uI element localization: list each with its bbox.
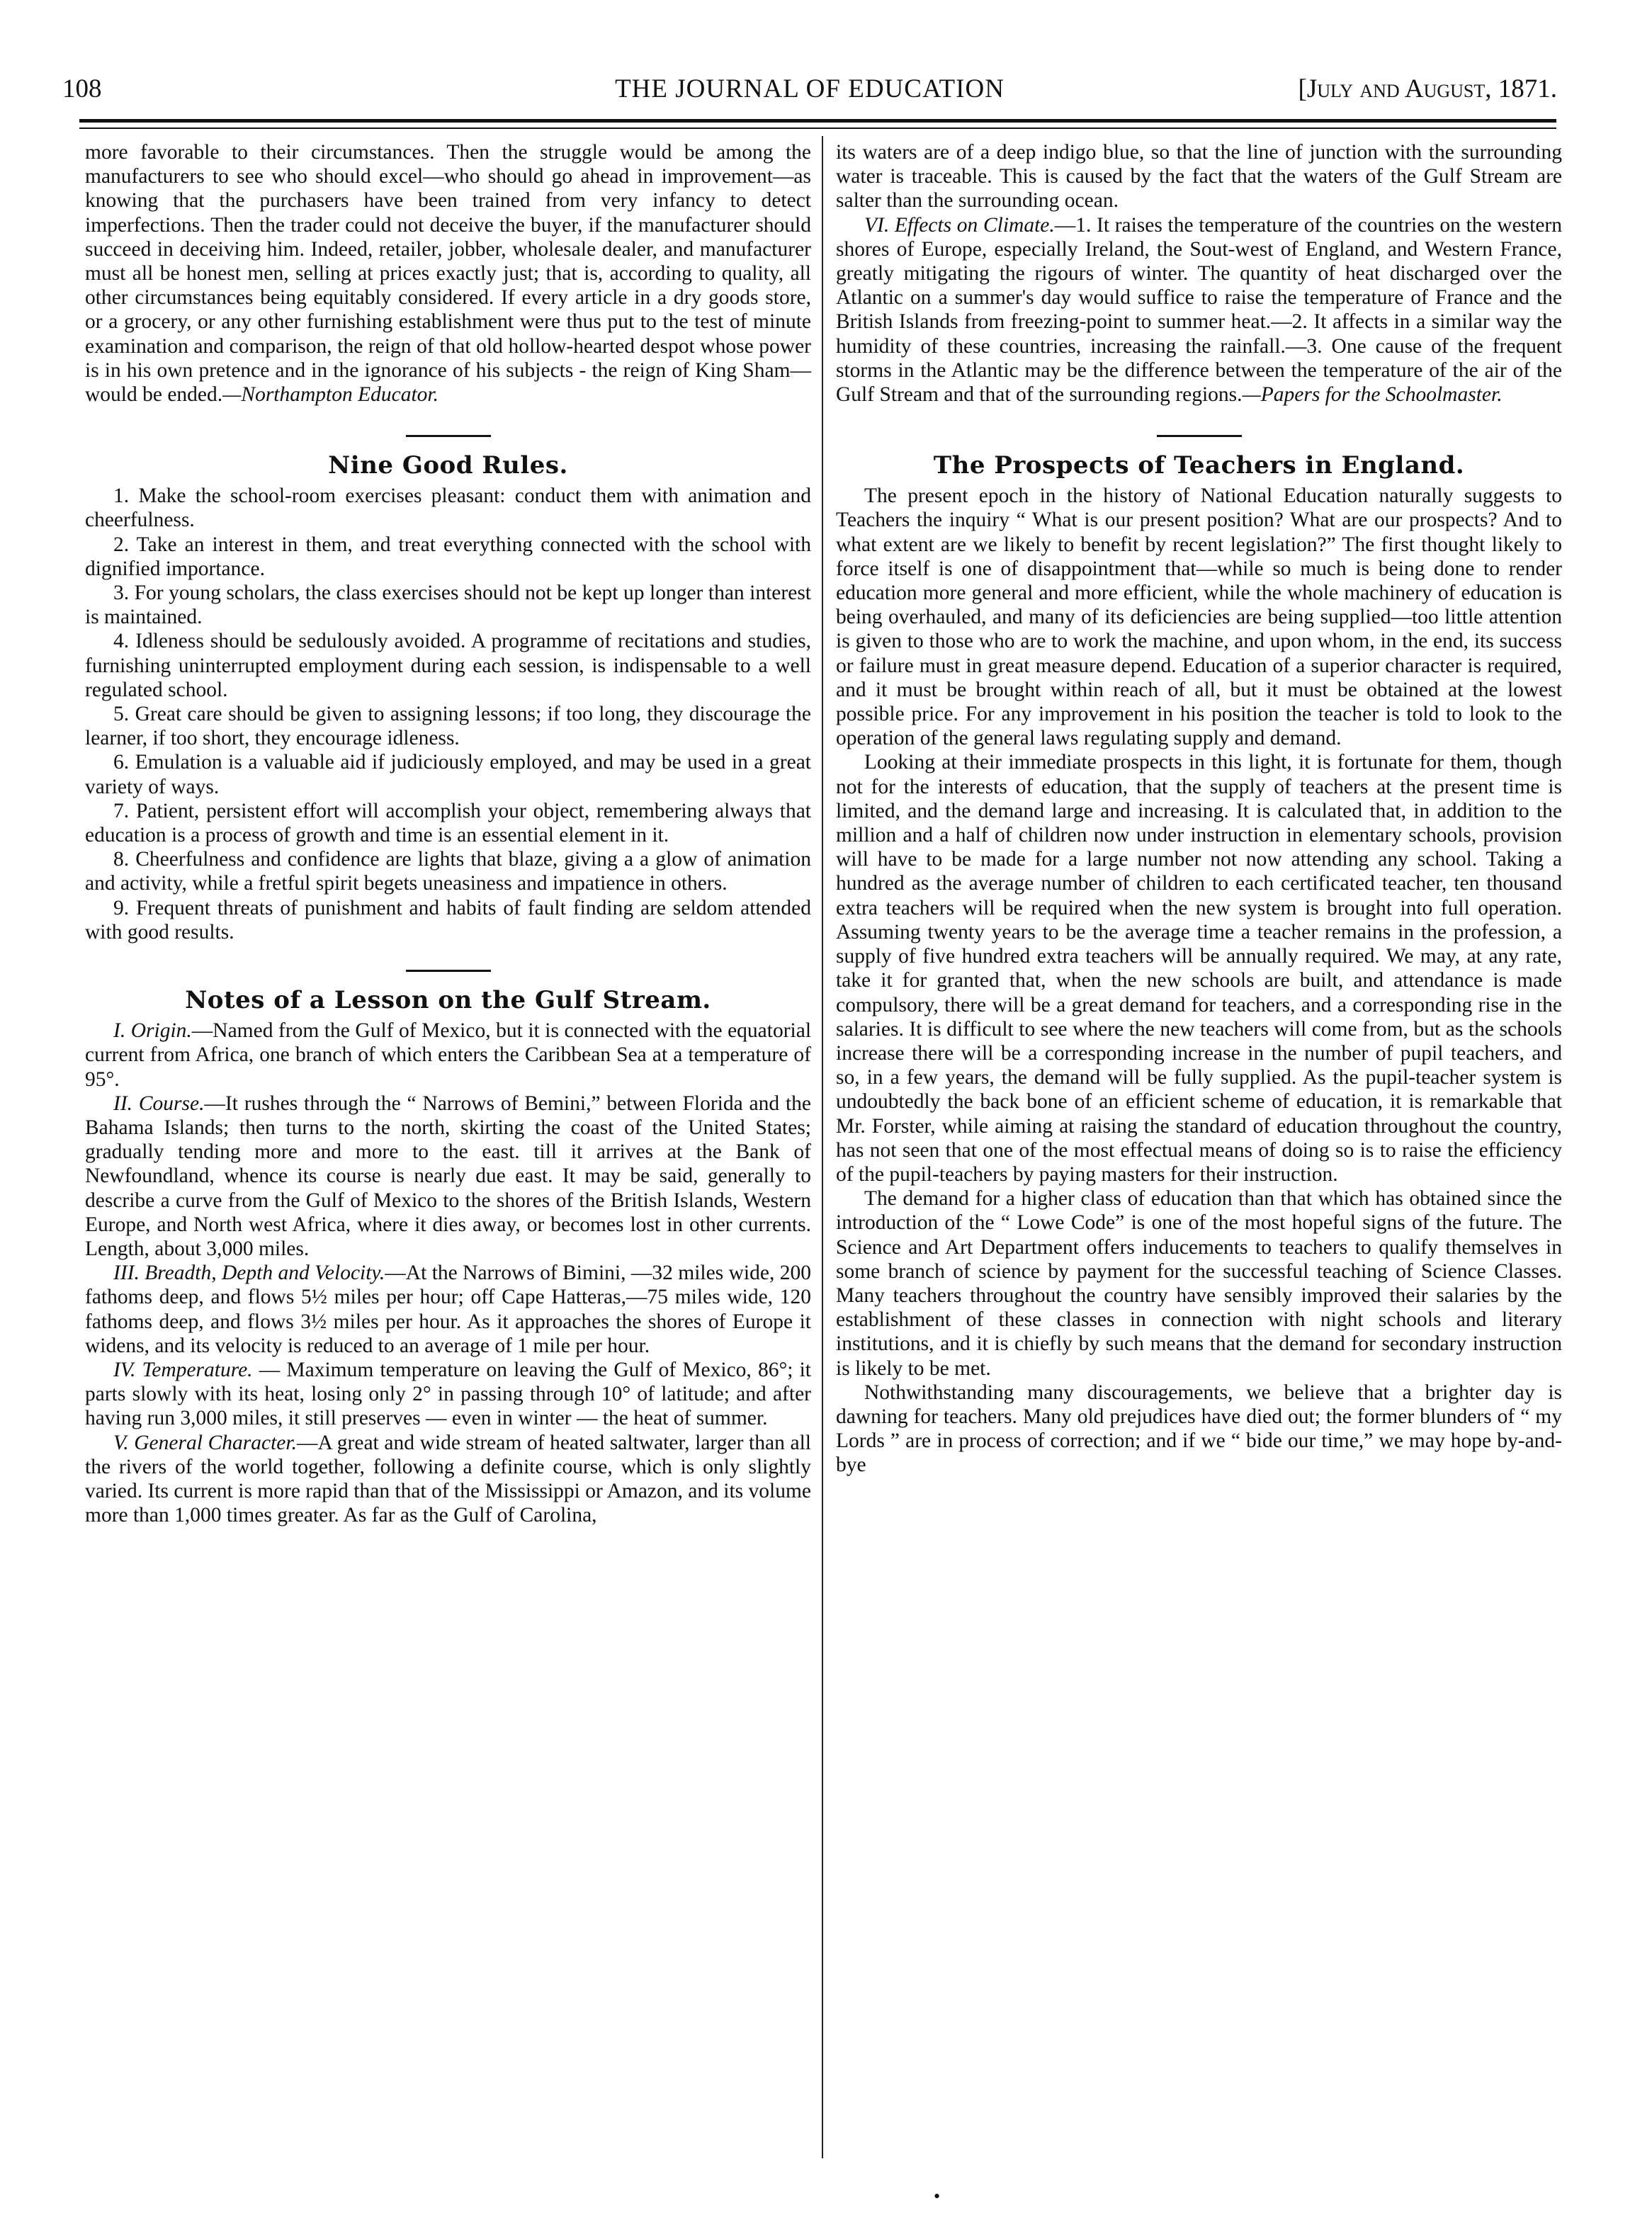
continued-paragraph: more favorable to their circumstances. Then the struggle would be among the manufacturers to see who should excel—who should go ahead in improvement—as knowing that the purchasers have been trained from very infancy to detect imperfections. Then the trader could not deceive the buyer, if the manufacturer should succeed in deceiving him. Indeed, retailer, jobber, wholesale dealer, and manufacturer must all be honest men, selling at prices exactly just; that is, according to quality, all other circumstances being equitably considered. If every article in a dry goods store, or a grocery, or any other furnishing establishment were thus put to the test of minute examination and comparison, the reign of that old hollow-hearted despot whose power is in his own pretence and in the ignorance of his subjects - the reign of King Sham—would be ended.—Northampton Educator. [85,141,811,407]
gulf-note-label: IV. Temperature. [113,1358,253,1381]
rule-item: 1. Make the school-room exercises pleasant: conduct them with animation and cheerfulness. [85,485,811,532]
header-rule-thick [79,119,1556,123]
rule-item: 8. Cheerfulness and confidence are lights that blaze, giving a a glow of animation and activity, while a fretful spirit begets uneasiness and impatience in others. [85,848,811,895]
nine-rules-list [85,484,811,944]
gulf-note-label: VI. Effects on Climate. [864,213,1055,237]
gulf-stream-heading: Notes of a Lesson on the Gulf Stream. [185,986,711,1015]
rule-item: 7. Patient, persistent effort will accomplish your object, remembering always that education is a process of growth and time is an essential element in it. [85,799,811,847]
source-credit: —Northampton Educator. [222,383,439,407]
article-paragraph: The present epoch in the history of National Education naturally suggests to Teachers the inquiry “ What is our present position? What are our prospects? And to what extent are we likely to benefit by recent legislation?” The first thought likely to force itself is one of disappointment that—while so much is being done to render education more general and more efficient, while the whole machinery of education is being overhauled, and many of its deficiencies are being supplied—too little attention is given to those who are to work the machine, and upon whom, in the end, its success or failure must in great measure depend. Education of a superior character is required, and it must be brought within reach of all, but it must be obtained at the lowest possible price. For any improvement in his position the teacher is told to look to the operation of the general laws regulating supply and demand. [836,485,1562,750]
gulf-note: V. General Character.—A great and wide stream of heated saltwater, larger than all the rivers of the world together, following a definite course, which is only slightly varied. Its current is more rapid than that of the Mississippi or Amazon, and its volume more than 1,000 times greater. As far as the Gulf of Carolina, [85,1431,811,1527]
source-credit: —Papers for the Schoolmaster. [1242,383,1503,407]
article-paragraph: The demand for a higher class of education than that which has obtained since the introduction of the “ Lowe Code” is one of the most hopeful signs of the future. The Science and Art Department offers inducements to teachers to qualify themselves in some branch of science by payment for the successful teaching of Science Classes. Many teachers throughout the country have sensibly improved their salaries by the establishment of these classes in connection with night schools and literary institutions, and it is chiefly by such means that the demand for secondary instruction is likely to be met. [836,1187,1562,1380]
gulf-note: II. Course.—It rushes through the “ Narrows of Bemini,” between Florida and the Bahama Islands; then turns to the north, skirting the coast of the United States; gradually tending more and more to the east. till it arrives at the Bank of Newfoundland, whence its course is nearly due east. It may be said, generally to describe a curve from the Gulf of Mexico to the shores of the British Islands, Western Europe, and North west Africa, where it dies away, or becomes lost in other currents. Length, about 3,000 miles. [85,1092,811,1260]
rule-item: 9. Frequent threats of punishment and habits of fault finding are seldom attended with good results. [85,896,811,944]
article-paragraph: Nothwithstanding many discouragements, we believe that a brighter day is dawning for teachers. Many old prejudices have died out; the former blunders of “ my Lords ” are in process of correction; and if we “ bide our time,” we may hope by-and-bye [836,1381,1562,1477]
gulf-stream-notes [85,1019,811,1527]
continued-paragraph: its waters are of a deep indigo blue, so that the line of junction with the surrounding water is traceable. This is caused by the fact that the waters of the Gulf Stream are salter than the surrounding ocean. [836,141,1562,213]
nine-rules-heading: Nine Good Rules. [328,451,568,480]
page-number: 108 [62,74,102,103]
gulf-note-label: III. Breadth, Depth and Velocity. [113,1262,385,1285]
prospects-article [836,484,1562,1477]
gulf-note: III. Breadth, Depth and Velocity.—At the Narrows of Bimini, —32 miles wide, 200 fathoms deep, and flows 5½ miles per hour; off Cape Hatteras,—75 miles wide, 120 fathoms deep, and flows 3½ miles per hour. As it approaches the shores of Europe it widens, and its velocity is reduced to an average of 1 mile per hour. [85,1262,811,1357]
header-rule-thin [79,128,1556,129]
page-header [62,74,1557,116]
journal-title: THE JOURNAL OF EDUCATION [615,74,1005,103]
gulf-note-label: I. Origin. [113,1019,192,1043]
rule-item: 4. Idleness should be sedulously avoided. A programme of recitations and studies, furnishing uninterrupted employment during each session, is indispensable to a well regulated school. [85,630,811,701]
rule-item: 6. Emulation is a valuable aid if judiciously employed, and may be used in a great variety of ways. [85,751,811,798]
article-paragraph: Looking at their immediate prospects in this light, it is fortunate for them, though not for the interests of education, that the supply of teachers at the present time is limited, and the demand large and increasing. It is calculated that, in addition to the million and a half of children now under instruction in elementary schools, provision will have to be made for a large number not now attending any school. Taking a hundred as the average number of children to each certificated teacher, ten thousand extra teachers will be required when the new system is brought into full operation. Assuming twenty years to be the average time a teacher remains in the profession, a supply of five hundred extra teachers will be annually required. We may, at any rate, take it for granted that, when the new schools are built, and attendance is made compulsory, there will be a great demand for teachers, and a corresponding rise in the salaries. It is difficult to see where the new teachers will come from, but as the schools increase there will be a corresponding increase in the number of pupil teachers, and so, in a few years, the demand will be fully supplied. As the pupil-teacher system is undoubtedly the back bone of an efficient scheme of education, it is remarkable that Mr. Forster, while aiming at raising the standard of education throughout the country, has not seen that one of the most effectual means of doing so is to raise the efficiency of the pupil-teachers by paying masters for their instruction. [836,751,1562,1186]
gulf-note: IV. Temperature. — Maximum temperature on leaving the Gulf of Mexico, 86°; it parts slowly with its heat, losing only 2° in passing through 10° of latitude; and after having run 3,000 miles, it still preserves — even in winter — the heat of summer. [85,1358,811,1430]
prospects-heading: The Prospects of Teachers in England. [933,451,1465,480]
issue-date: [July and August, 1871. [1298,74,1557,103]
gulf-note: I. Origin.—Named from the Gulf of Mexico, but it is connected with the equatorial current from Africa, one branch of which enters the Caribbean Sea at a temperature of 95°. [85,1019,812,1091]
gulf-note-label: II. Course. [113,1092,205,1115]
rule-item: 3. For young scholars, the class exercises should not be kept up longer than interest is maintained. [85,582,811,629]
right-column [836,140,1562,1478]
footer-mark: • [934,2186,941,2206]
gulf-note-label: V. General Character. [113,1431,297,1454]
rule-item: 5. Great care should be given to assigning lessons; if too long, they discourage the learner, if too short, they encourage idleness. [85,703,811,750]
left-column [85,140,811,1527]
gulf-note: VI. Effects on Climate.—1. It raises the temperature of the countries on the western shores of Europe, especially Ireland, the Sout-west of England, and Western France, greatly mitigating the rigours of winter. The quantity of heat discharged over the Atlantic on a summer's day would suffice to raise the temperature of France and the British Islands from freezing-point to summer heat.—2. It affects in a similar way the humidity of these countries, increasing the rainfall.—3. One cause of the frequent storms in the Atlantic may be the difference between the temperature of the air of the Gulf Stream and that of the surrounding regions.—Papers for the Schoolmaster. [836,213,1563,407]
rule-item: 2. Take an interest in them, and treat everything connected with the school with dignified importance. [85,533,811,580]
column-divider [822,136,823,2158]
